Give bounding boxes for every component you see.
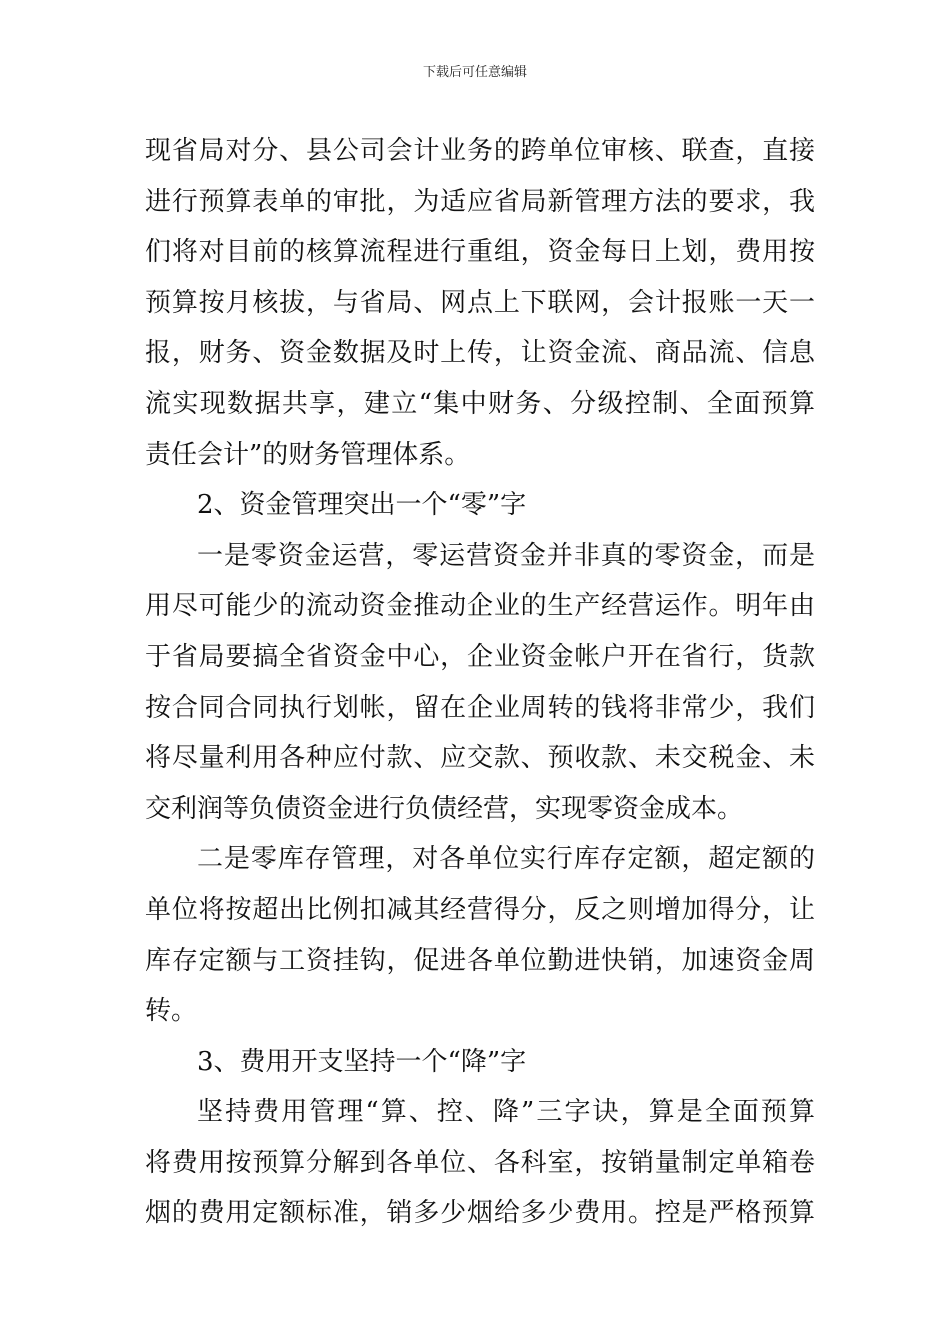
text-line: 转。 [145,996,198,1027]
text-line: 于省局要搞全省资金中心，企业资金帐户开在省行，货款 [145,641,815,672]
text-line: 将费用按预算分解到各单位、各科室，按销量制定单箱卷 [145,1147,815,1178]
text-line: 交利润等负债资金进行负债经营，实现零资金成本。 [145,793,744,824]
text-line: 二是零库存管理，对各单位实行库存定额，超定额的 [197,844,815,875]
text-line: 按合同合同执行划帐，留在企业周转的钱将非常少，我们 [145,692,815,723]
text-line: 库存定额与工资挂钩，促进各单位勤进快销，加速资金周 [145,945,815,976]
text-line: 坚持费用管理“算、控、降”三字诀，算是全面预算 [197,1097,815,1128]
text-line: 进行预算表单的审批，为适应省局新管理方法的要求，我 [145,186,815,217]
text-line: 烟的费用定额标准，销多少烟给多少费用。控是严格预算 [145,1198,815,1229]
text-line: 单位将按超出比例扣减其经营得分，反之则增加得分，让 [145,894,815,925]
text-line: 将尽量利用各种应付款、应交款、预收款、未交税金、未 [145,743,815,774]
text-line: 报，财务、资金数据及时上传，让资金流、商品流、信息 [145,338,815,369]
text-line: 预算按月核拔，与省局、网点上下联网，会计报账一天一 [145,287,815,318]
section-heading: 3、费用开支坚持一个“降”字 [197,1046,527,1077]
body-text [145,126,815,1239]
text-line: 一是零资金运营，零运营资金并非真的零资金，而是 [197,540,815,571]
page-header: 下载后可任意编辑 [422,65,527,80]
text-line: 用尽可能少的流动资金推动企业的生产经营运作。明年由 [145,591,815,622]
text-line: 责任会计”的财务管理体系。 [145,439,471,470]
text-line: 现省局对分、县公司会计业务的跨单位审核、联查，直接 [145,136,815,166]
text-line: 流实现数据共享，建立“集中财务、分级控制、全面预算 [145,388,815,419]
section-heading: 2、资金管理突出一个“零”字 [197,490,527,521]
text-line: 们将对目前的核算流程进行重组，资金每日上划，费用按 [145,237,815,268]
